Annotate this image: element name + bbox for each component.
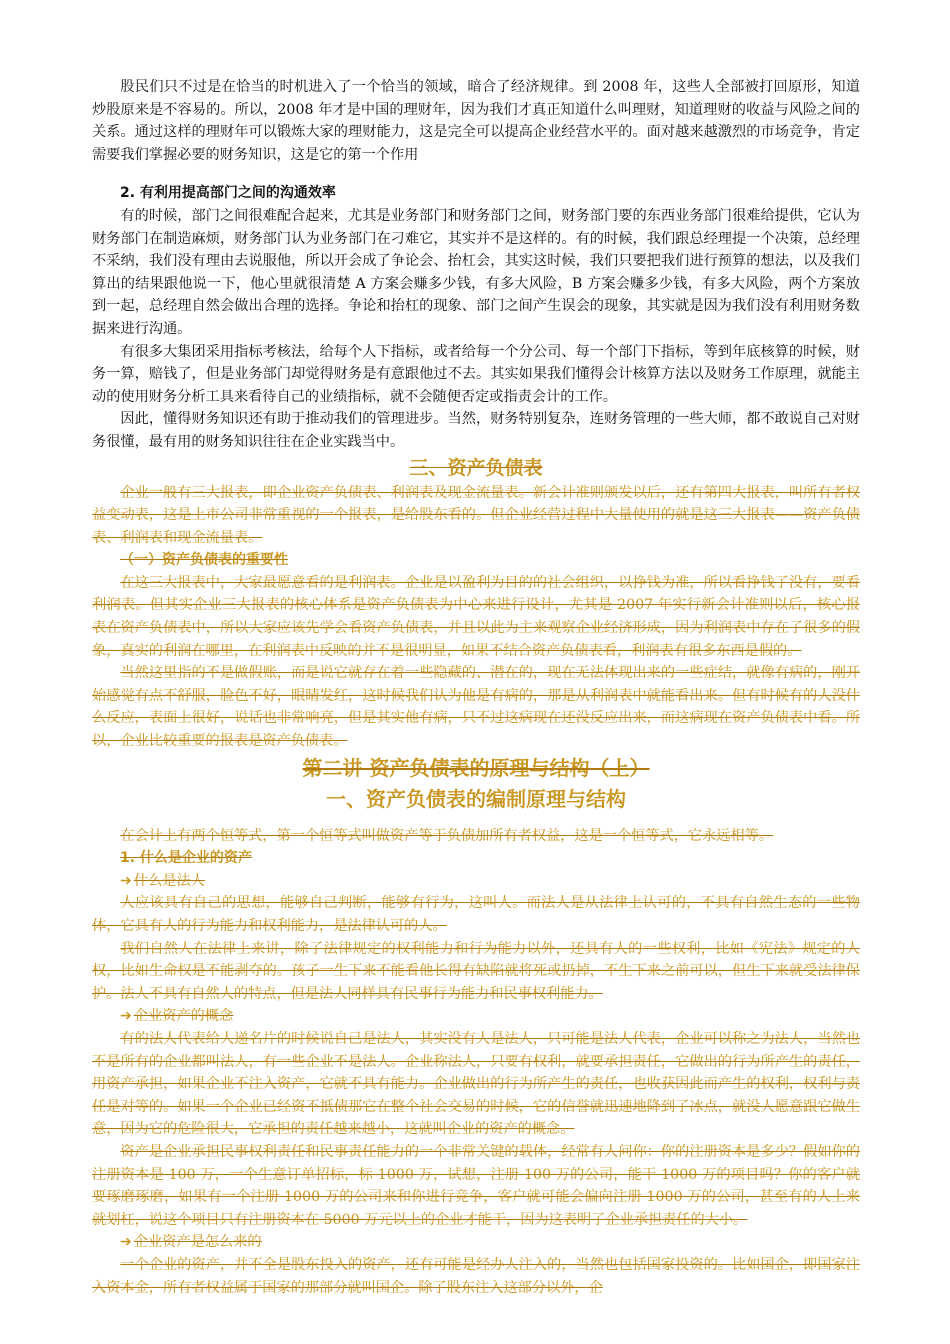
list-item-label: 企业资产的概念 bbox=[133, 1008, 234, 1025]
intro-paragraph: 股民们只不过是在恰当的时机进入了一个恰当的领域，暗合了经济规律。到 2008 年，这些人全部被打回原形，知道炒股原来是不容易的。所以，2008 年才是中国的理财年，因为我们才真正知道什么叫理财，知道理财的收益与风险之间的关系。通过这样的理财年可以锻炼大家的理财能力，这是完全可以提高企业经营水平的。面对越来越激烈的市场竞争，肯定需要我们掌握必要的财务知识，这是它的第一个作用 bbox=[92, 79, 860, 163]
paragraph-department-cooperation: 有的时候，部门之间很难配合起来，尤其是业务部门和财务部门之间，财务部门要的东西业务部门很难给提供，它认为财务部门在制造麻烦，财务部门认为业务部门在刁难它，其实并不是这样的。有的时候，我们跟总经理提一个决策，总经理不采纳，我们没有理由去说服他，所以开会成了争论会、抬杠会，其实这时候，我们只要把我们进行预算的想法，以及我们算出的结果跟他说一下，他心里就很清楚 A 方案会赚多少钱，有多大风险，B 方案会赚多少钱，有多大风险，两个方案放到一起，总经理自然会做出合理的选择。争论和抬杠的现象、部门之间产生误会的现象，其实就是因为我们没有利用财务数据来进行沟通。 bbox=[92, 207, 860, 337]
paragraph-asset-sources: 一个企业的资产，并不全是股东投入的资产，还有可能是经办人注入的，当然也包括国家投资的。比如国企，即国家注入资本金，所有者权益属于国家的那部分就叫国企。除了股东注入这部分以外，企 bbox=[92, 1256, 860, 1296]
part-title-principles: 一、资产负债表的编制原理与结构 bbox=[326, 786, 626, 811]
list-item-asset-origin bbox=[120, 1231, 860, 1254]
paragraph-three-statements: 企业一般有三大报表，即企业资产负债表、利润表及现金流量表。新会计准则颁发以后，还有第四大报表，叫所有者权益变动表，这是上市公司非常重视的一个报表，是给股东看的。但企业经营过程中大量使用的就是这三大报表——资产负债表、利润表和现金流量表。 bbox=[92, 484, 860, 546]
paragraph-indicator-assessment: 有很多大集团采用指标考核法，给每个人下指标，或者给每一个分公司、每一个部门下指标，等到年底核算的时候，财务一算，赔钱了，但是业务部门却觉得财务是有意跟他过不去。其实如果我们懂得会计核算方法以及财务工作原理，就能主动的使用财务分析工具来看待自己的业绩指标，就不会随便否定或指责会计的工作。 bbox=[92, 343, 860, 405]
arrow-icon: ➔ bbox=[120, 1234, 132, 1251]
heading-communication-efficiency: 2. 有利用提高部门之间的沟通效率 bbox=[120, 185, 336, 202]
list-item-label: 什么是法人 bbox=[133, 872, 205, 889]
arrow-icon: ➔ bbox=[120, 872, 132, 889]
deleted-section-balance-sheet bbox=[92, 454, 860, 783]
subheading-what-is-asset: 1. 什么是企业的资产 bbox=[120, 850, 252, 867]
list-item-asset-concept bbox=[120, 1005, 860, 1028]
paragraph-legal-person: 人应该具有自己的思想，能够自己判断，能够有行为，这叫人。而法人是从法律上认可的，不具有自然生态的一些物体，它具有人的行为能力和权利能力，是法律认可的人。 bbox=[92, 895, 860, 934]
list-item-label: 企业资产是怎么来的 bbox=[133, 1234, 262, 1251]
lecture-title: 第二讲 资产负债表的原理与结构（上） bbox=[302, 755, 650, 780]
document-page bbox=[92, 76, 860, 1299]
paragraph-accounting-equation: 在会计上有两个恒等式，第一个恒等式叫做资产等于负债加所有者权益，这是一个恒等式，它永远相等。 bbox=[120, 827, 774, 844]
paragraph-management-progress: 因此，懂得财务知识还有助于推动我们的管理进步。当然，财务特别复杂，连财务管理的一些大师，都不敢说自己对财务很懂，最有用的财务知识往往在企业实践当中。 bbox=[92, 411, 860, 450]
paragraph-profit-statement: 在这三大报表中，大家最愿意看的是利润表。企业是以盈利为目的的社会组织，以挣钱为准，所以看挣钱了没有，要看利润表。但其实企业三大报表的核心体系是资产负债表为中心来进行设计，尤其是 2007 年实行新会计准则以后，核心报表在资产负债表中，所以大家应该先学会看资产负债表，并且以此为主来观察企业经济形成，因为利润表中存在了很多的假象，真实的利润在哪里，在利润表中反映的并不是很明显，如果不结合资产负债表看，利润表有很多东西是假的。 bbox=[92, 574, 860, 659]
paragraph-legal-representative: 有的法人代表给人递名片的时候说自己是法人，其实没有人是法人，只可能是法人代表，企业可以称之为法人，当然也不是所有的企业都叫法人，有一些企业不是法人。企业称法人，只要有权利，就要承担责任，它做出的行为所产生的责任，用资产承担，如果企业不注入资产，它就不具有能力。企业做出的行为所产生的责任，也收获因此而产生的权利，权利与责任是对等的。如果一个企业已经资不抵债那它在整个社会交易的时候，它的信誉就迅速地降到了冰点，就没人愿意跟它做生意，因为它的危险很大，它承担的责任越来越小，这就叫企业的资产的概念。 bbox=[92, 1030, 860, 1138]
list-item-legal-person bbox=[120, 870, 860, 893]
deleted-section-assets bbox=[92, 825, 860, 1299]
paragraph-registered-capital: 资产是企业承担民事权利责任和民事责任能力的一个非常关键的载体，经常有人问你：你的注册资本是多少？假如你的注册资本是 100 万，一个生意订单招标，标 1000 万，试想，注册 100 万的公司，能干 1000 万的项目吗？你的客户就要琢磨琢磨，如果有一个注册 1000 万的公司来和你进行竞争，客户就可能会偏向注册 1000 万的公司，甚至有的人上来就划杠，说这个项目只有注册资本在 5000 万元以上的企业才能干，因为这表明了企业承担责任的大小。 bbox=[92, 1143, 860, 1228]
subheading-importance: （一）资产负债表的重要性 bbox=[120, 552, 288, 569]
paragraph-natural-person: 我们自然人在法律上来讲，除了法律规定的权利能力和行为能力以外，还具有人的一些权利，比如《宪法》规定的人权，比如生命权是不能剥夺的。孩子一生下来不能看他长得有缺陷就将死或扔掉，不生下来之前可以，但生下来就受法律保护。法人不具有自然人的特点，但是法人同样具有民事行为能力和民事权利能力。 bbox=[92, 940, 860, 1002]
paragraph-hidden-problems: 当然这里指的不是做假账，而是说它就存在着一些隐藏的、潜在的，现在无法体现出来的一些症结，就像有病的，刚开始感觉有点不舒服，脸色不好，眼睛发红，这时候我们认为他是有病的，那是从利润表中就能看出来。但有时候有的人没什么反应，表面上很好，说话也非常响亮，但是其实他有病，只不过这病现在还没反应出来，而这病现在资产负债表中看。所以，企业比较重要的报表是资产负债表。 bbox=[92, 665, 860, 750]
arrow-icon: ➔ bbox=[120, 1008, 132, 1025]
section-title-balance-sheet: 三、资产负债表 bbox=[409, 456, 543, 479]
